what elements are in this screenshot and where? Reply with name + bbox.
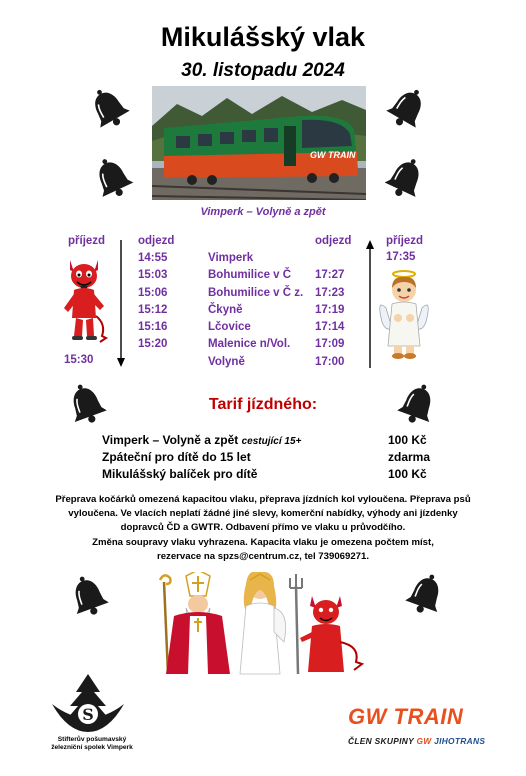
table-cell-station: Malenice n/Vol. [208,338,291,351]
arrow-down-icon [116,240,126,368]
photo-logo-text: GW TRAIN [310,150,356,160]
bell-icon [379,150,433,205]
bell-icon [380,79,436,135]
table-cell-dep-back [315,250,365,267]
route-title: Vimperk – Volyně a zpět [200,206,326,218]
table-cell-dep-back: 17:23 [315,286,345,299]
notice-line: vyloučena. Ve vlacích neplatí žádné jiné slevy, komerční nabídky, výhody ani jízdenky [68,508,458,520]
bell-icon [85,150,139,205]
notice-text [28,493,498,564]
arrival-right-header: příjezd [386,235,424,247]
table-cell-dep-back: 17:27 [315,269,345,282]
brand-sub-gw: GW [416,736,432,746]
table-cell-dep-back: 17:09 [315,338,345,351]
devil-icon [60,250,108,346]
arrival-right-time: 17:35 [386,251,416,263]
tariff-label: Zpáteční pro dítě do 15 let [102,450,251,464]
notice-line: rezervace na spzs@centrum.cz, tel 739069271. [156,550,369,562]
tariff-price: 100 Kč [388,467,427,481]
tariff-title: Tarif jízdného: [208,396,318,413]
table-cell-station: Čkyně [208,303,243,316]
departure-right-header: odjezd [315,235,352,247]
brand-sub-name: JIHOTRANS [434,736,486,746]
table-cell-dep-back: 17:00 [315,355,345,368]
notice-line: Přeprava kočárků omezená kapacitou vlaku, přeprava jízdních kol vyloučena. Přeprava psů [55,494,471,505]
tariff-price: 100 Kč [388,433,427,447]
tariff-label: Vimperk – Volyně a zpět [102,433,239,447]
notice-line: dopravců ČD a GWTR. Odbavení přímo ve vlaku u průvodčího. [120,522,406,534]
table-cell-dep-out: 14:55 [138,252,168,264]
tariff-note: cestující 15+ [241,436,302,447]
table-cell-dep-out: 15:06 [138,286,168,299]
bell-icon [62,568,114,621]
page-title: Mikulášský vlak [160,22,366,52]
table-cell-station: Lčovice [208,321,251,334]
table-cell-station: Bohumilice v Č z. [208,286,304,299]
arrival-left-header: příjezd [68,235,106,247]
bell-icon [400,566,452,619]
departure-left-header: odjezd [138,235,175,247]
club-name [42,736,142,752]
brand-subtitle [348,736,485,746]
table-cell-dep-out: 15:16 [138,321,168,334]
table-cell-station: Bohumilice v Č [208,269,292,282]
event-date: 30. listopadu 2024 [181,60,345,81]
brand-sub-prefix: ČLEN SKUPINY [348,736,414,746]
table-cell-dep-back: 17:19 [315,303,345,316]
table-cell-dep-out: 15:03 [138,269,168,282]
club-name-line: železniční spolek Vimperk [51,744,133,751]
brand-logo [348,704,463,730]
angel-icon [378,268,430,360]
table-cell-dep-out: 15:20 [138,338,168,351]
tariff-price: zdarma [388,450,431,464]
departure-out-column [138,250,218,354]
table-cell-dep-back: 17:14 [315,321,345,334]
bell-icon [80,79,136,135]
table-cell-dep-out: 15:12 [138,303,168,316]
station-column [208,250,318,371]
brand-mark: GW [348,704,387,729]
train-photo [152,86,366,200]
club-letter: S [82,705,94,724]
club-name-line: Stifterův pošumavský [57,736,127,743]
departure-back-column [315,250,365,371]
tree-logo-icon [52,674,124,736]
arrow-up-icon [365,240,375,368]
tariff-label: Mikulášský balíček pro dítě [102,467,258,481]
table-cell-station: Vimperk [208,252,254,264]
arrival-left-time: 15:30 [64,354,94,366]
notice-line: Změna soupravy vlaku vyhrazena. Kapacita vlaku je omezena počtem míst, [92,536,434,548]
saint-nicholas-icon [150,572,380,676]
table-cell-station: Volyně [208,355,245,368]
tariff-row-label [102,433,301,447]
brand-name: TRAIN [393,704,464,729]
